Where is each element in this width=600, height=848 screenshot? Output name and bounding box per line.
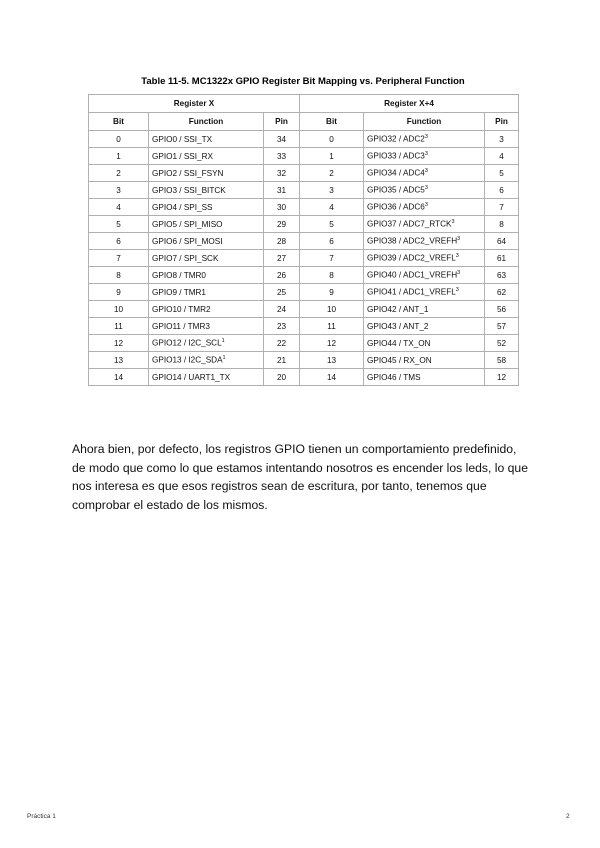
- column-header-pin: Pin: [264, 113, 300, 131]
- table-row: [89, 165, 519, 182]
- cell-pin-text: 4: [499, 151, 504, 161]
- cell-bit: [300, 284, 364, 301]
- cell-bit: [300, 352, 364, 369]
- cell-bit: [300, 165, 364, 182]
- cell-function: [364, 284, 485, 301]
- cell-function-text: GPIO9 / TMR1: [152, 287, 206, 297]
- cell-pin-text: 6: [499, 185, 504, 195]
- cell-pin-text: 23: [276, 321, 287, 331]
- cell-bit-text: 2: [329, 168, 334, 178]
- table-row: [89, 131, 519, 148]
- cell-bit: [89, 182, 149, 199]
- table-row: [89, 267, 519, 284]
- table-row: [89, 318, 519, 335]
- table-caption: Table 11-5. MC1322x GPIO Register Bit Mapping vs. Peripheral Function: [141, 76, 465, 87]
- cell-bit-text: 9: [116, 287, 121, 297]
- cell-pin-text: 56: [496, 304, 507, 314]
- cell-function: [364, 216, 485, 233]
- cell-function: [149, 165, 264, 182]
- footnote-marker: 3: [455, 287, 459, 294]
- cell-bit-text: 2: [116, 168, 121, 178]
- cell-pin: [485, 199, 519, 216]
- group-header-register-x4: Register X+4: [300, 95, 519, 113]
- table-row: [89, 250, 519, 267]
- cell-pin: [264, 318, 300, 335]
- gpio-mapping-table: [88, 94, 519, 386]
- cell-pin-text: 57: [496, 321, 507, 331]
- cell-bit: [89, 148, 149, 165]
- cell-function: [364, 369, 485, 386]
- cell-bit-text: 1: [329, 151, 334, 161]
- cell-function-text: GPIO45 / RX_ON: [367, 355, 432, 365]
- cell-bit: [89, 250, 149, 267]
- cell-function: [364, 352, 485, 369]
- cell-function-text: GPIO35 / ADC5: [367, 185, 425, 195]
- cell-bit-text: 3: [329, 185, 334, 195]
- cell-function-text: GPIO4 / SPI_SS: [152, 202, 213, 212]
- cell-pin: [264, 369, 300, 386]
- cell-pin-text: 30: [276, 202, 287, 212]
- cell-function-text: GPIO36 / ADC6: [367, 202, 425, 212]
- column-header-row: [89, 113, 519, 131]
- cell-pin: [264, 267, 300, 284]
- cell-pin-text: 63: [496, 270, 507, 280]
- cell-pin-text: 61: [496, 253, 507, 263]
- cell-bit: [89, 301, 149, 318]
- cell-bit: [300, 216, 364, 233]
- cell-bit: [300, 182, 364, 199]
- cell-pin: [485, 165, 519, 182]
- cell-pin: [485, 250, 519, 267]
- table-row: [89, 284, 519, 301]
- cell-bit-text: 4: [116, 202, 121, 212]
- cell-function: [364, 301, 485, 318]
- group-header-register-x: Register X: [89, 95, 300, 113]
- cell-bit: [89, 165, 149, 182]
- cell-function: [364, 182, 485, 199]
- cell-function: [149, 182, 264, 199]
- cell-bit: [89, 267, 149, 284]
- cell-function-text: GPIO6 / SPI_MOSI: [152, 236, 223, 246]
- cell-function-text: GPIO46 / TMS: [367, 372, 421, 382]
- cell-bit: [300, 335, 364, 352]
- cell-function-text: GPIO41 / ADC1_VREFL: [367, 287, 456, 297]
- cell-pin-text: 32: [276, 168, 287, 178]
- cell-bit-text: 3: [116, 185, 121, 195]
- cell-pin: [264, 199, 300, 216]
- cell-pin: [485, 352, 519, 369]
- table-row: [89, 148, 519, 165]
- cell-pin-text: 34: [276, 134, 287, 144]
- cell-pin-text: 25: [276, 287, 287, 297]
- table-row: [89, 352, 519, 369]
- cell-function-text: GPIO33 / ADC3: [367, 151, 425, 161]
- cell-bit-text: 1: [116, 151, 121, 161]
- cell-pin: [264, 148, 300, 165]
- cell-bit-text: 14: [326, 372, 337, 382]
- footnote-marker: 3: [424, 168, 428, 175]
- cell-pin: [485, 267, 519, 284]
- table-row: [89, 369, 519, 386]
- cell-function-text: GPIO32 / ADC2: [367, 134, 425, 144]
- column-header-function: Function: [364, 113, 485, 131]
- cell-pin: [485, 131, 519, 148]
- cell-function-text: GPIO3 / SSI_BITCK: [152, 185, 226, 195]
- cell-function-text: GPIO44 / TX_ON: [367, 338, 431, 348]
- cell-function: [149, 199, 264, 216]
- cell-bit: [300, 131, 364, 148]
- cell-function-text: GPIO8 / TMR0: [152, 270, 206, 280]
- cell-function: [149, 148, 264, 165]
- footer-label: Práctica 1: [27, 813, 56, 820]
- table-row: [89, 335, 519, 352]
- cell-function: [149, 267, 264, 284]
- cell-function: [364, 165, 485, 182]
- cell-bit-text: 11: [114, 321, 123, 331]
- cell-bit-text: 7: [329, 253, 334, 263]
- cell-function-text: GPIO13 / I2C_SDA: [152, 355, 223, 365]
- footnote-marker: 3: [424, 151, 428, 158]
- cell-pin-text: 62: [496, 287, 507, 297]
- cell-function: [364, 233, 485, 250]
- cell-bit: [300, 199, 364, 216]
- cell-pin: [485, 148, 519, 165]
- cell-bit: [300, 267, 364, 284]
- footnote-marker: 3: [457, 270, 461, 277]
- cell-bit-text: 8: [329, 270, 334, 280]
- cell-bit-text: 8: [116, 270, 121, 280]
- cell-pin-text: 20: [276, 372, 287, 382]
- cell-bit-text: 0: [116, 134, 121, 144]
- cell-bit-text: 6: [116, 236, 121, 246]
- cell-pin-text: 21: [276, 355, 287, 365]
- footnote-marker: 3: [424, 202, 428, 209]
- paragraph-line: nos interesa es que esos registros sean de escritura, por tanto, tenemos que: [72, 479, 487, 494]
- paragraph-line: comprobar el estado de los mismos.: [72, 497, 268, 512]
- cell-function-text: GPIO37 / ADC7_RTCK: [367, 219, 452, 229]
- page-number: 2: [566, 813, 570, 820]
- cell-function: [149, 318, 264, 335]
- footnote-marker: 3: [451, 219, 455, 226]
- cell-function-text: GPIO5 / SPI_MISO: [152, 219, 223, 229]
- body-paragraph: [72, 440, 532, 514]
- cell-bit: [300, 250, 364, 267]
- cell-function: [364, 250, 485, 267]
- cell-pin: [485, 233, 519, 250]
- cell-pin-text: 58: [496, 355, 507, 365]
- cell-pin-text: 52: [496, 338, 507, 348]
- cell-pin: [264, 233, 300, 250]
- table-row: [89, 199, 519, 216]
- cell-pin-text: 64: [496, 236, 507, 246]
- cell-pin-text: 5: [499, 168, 504, 178]
- cell-function: [149, 131, 264, 148]
- cell-bit-text: 0: [329, 134, 334, 144]
- cell-bit-text: 11: [327, 321, 336, 331]
- cell-bit: [300, 301, 364, 318]
- cell-pin: [485, 335, 519, 352]
- cell-pin: [264, 216, 300, 233]
- cell-function-text: GPIO42 / ANT_1: [367, 304, 429, 314]
- cell-pin: [485, 216, 519, 233]
- cell-pin-text: 22: [276, 338, 287, 348]
- cell-bit-text: 7: [116, 253, 121, 263]
- cell-pin: [264, 301, 300, 318]
- footnote-marker: 1: [221, 338, 225, 345]
- cell-pin: [264, 352, 300, 369]
- column-header-bit: Bit: [300, 113, 364, 131]
- cell-function-text: GPIO12 / I2C_SCL: [152, 338, 222, 348]
- paragraph-line: Ahora bien, por defecto, los registros GPIO tienen un comportamiento predefinido,: [72, 442, 517, 456]
- cell-pin-text: 28: [276, 236, 287, 246]
- cell-function-text: GPIO34 / ADC4: [367, 168, 425, 178]
- cell-function-text: GPIO2 / SSI_FSYN: [152, 168, 224, 178]
- cell-bit: [89, 131, 149, 148]
- cell-pin: [485, 369, 519, 386]
- cell-bit-text: 5: [116, 219, 121, 229]
- cell-function: [149, 233, 264, 250]
- cell-function-text: GPIO43 / ANT_2: [367, 321, 429, 331]
- cell-function: [149, 301, 264, 318]
- cell-bit-text: 6: [329, 236, 334, 246]
- table-body: [89, 131, 519, 386]
- cell-function-text: GPIO10 / TMR2: [152, 304, 211, 314]
- cell-bit-text: 12: [326, 338, 337, 348]
- cell-bit: [89, 199, 149, 216]
- cell-pin: [264, 131, 300, 148]
- footnote-marker: 3: [457, 236, 461, 243]
- cell-pin-text: 29: [276, 219, 287, 229]
- paragraph-line: de modo que como lo que estamos intentando nosotros es encender los leds, lo que: [72, 460, 528, 475]
- cell-function-text: GPIO0 / SSI_TX: [152, 134, 213, 144]
- cell-bit: [89, 318, 149, 335]
- cell-function: [149, 352, 264, 369]
- cell-bit: [89, 233, 149, 250]
- cell-pin-text: 26: [276, 270, 287, 280]
- cell-bit-text: 13: [113, 355, 124, 365]
- cell-function: [364, 267, 485, 284]
- table-row: [89, 233, 519, 250]
- cell-bit-text: 9: [329, 287, 334, 297]
- cell-pin: [485, 301, 519, 318]
- cell-function: [149, 250, 264, 267]
- cell-pin: [264, 182, 300, 199]
- cell-pin-text: 8: [499, 219, 504, 229]
- cell-function: [364, 199, 485, 216]
- footnote-marker: 3: [424, 134, 428, 141]
- cell-bit-text: 14: [113, 372, 124, 382]
- cell-pin: [264, 335, 300, 352]
- cell-bit-text: 5: [329, 219, 334, 229]
- group-header-row: [89, 95, 519, 113]
- cell-bit: [300, 318, 364, 335]
- cell-pin-text: 33: [276, 151, 287, 161]
- cell-bit-text: 10: [113, 304, 124, 314]
- cell-bit-text: 10: [326, 304, 337, 314]
- cell-pin-text: 24: [276, 304, 287, 314]
- cell-pin-text: 3: [499, 134, 504, 144]
- cell-pin: [264, 250, 300, 267]
- cell-function: [149, 369, 264, 386]
- cell-function: [149, 335, 264, 352]
- cell-bit: [89, 352, 149, 369]
- cell-bit-text: 4: [329, 202, 334, 212]
- cell-bit: [89, 216, 149, 233]
- table-row: [89, 301, 519, 318]
- cell-bit: [300, 369, 364, 386]
- cell-pin: [485, 284, 519, 301]
- cell-function: [149, 284, 264, 301]
- cell-pin: [485, 318, 519, 335]
- cell-function: [149, 216, 264, 233]
- cell-pin-text: 27: [276, 253, 287, 263]
- footnote-marker: 3: [455, 253, 459, 260]
- cell-function-text: GPIO39 / ADC2_VREFL: [367, 253, 456, 263]
- cell-function: [364, 335, 485, 352]
- cell-pin-text: 7: [499, 202, 504, 212]
- cell-function-text: GPIO1 / SSI_RX: [152, 151, 213, 161]
- cell-bit-text: 13: [326, 355, 337, 365]
- column-header-pin: Pin: [485, 113, 519, 131]
- footnote-marker: 1: [222, 355, 226, 362]
- cell-function-text: GPIO7 / SPI_SCK: [152, 253, 219, 263]
- cell-function-text: GPIO38 / ADC2_VREFH: [367, 236, 458, 246]
- cell-pin: [485, 182, 519, 199]
- cell-pin-text: 12: [496, 372, 507, 382]
- cell-function: [364, 131, 485, 148]
- cell-pin: [264, 284, 300, 301]
- table-row: [89, 182, 519, 199]
- footnote-marker: 3: [424, 185, 428, 192]
- cell-pin-text: 31: [276, 185, 287, 195]
- cell-pin: [264, 165, 300, 182]
- cell-bit: [300, 233, 364, 250]
- cell-bit: [89, 335, 149, 352]
- cell-function: [364, 318, 485, 335]
- cell-function-text: GPIO11 / TMR3: [152, 321, 210, 331]
- cell-function: [364, 148, 485, 165]
- column-header-function: Function: [149, 113, 264, 131]
- cell-function-text: GPIO14 / UART1_TX: [152, 372, 231, 382]
- cell-bit: [89, 369, 149, 386]
- cell-bit-text: 12: [113, 338, 124, 348]
- cell-function-text: GPIO40 / ADC1_VREFH: [367, 270, 458, 280]
- table-row: [89, 216, 519, 233]
- cell-bit: [89, 284, 149, 301]
- cell-bit: [300, 148, 364, 165]
- column-header-bit: Bit: [89, 113, 149, 131]
